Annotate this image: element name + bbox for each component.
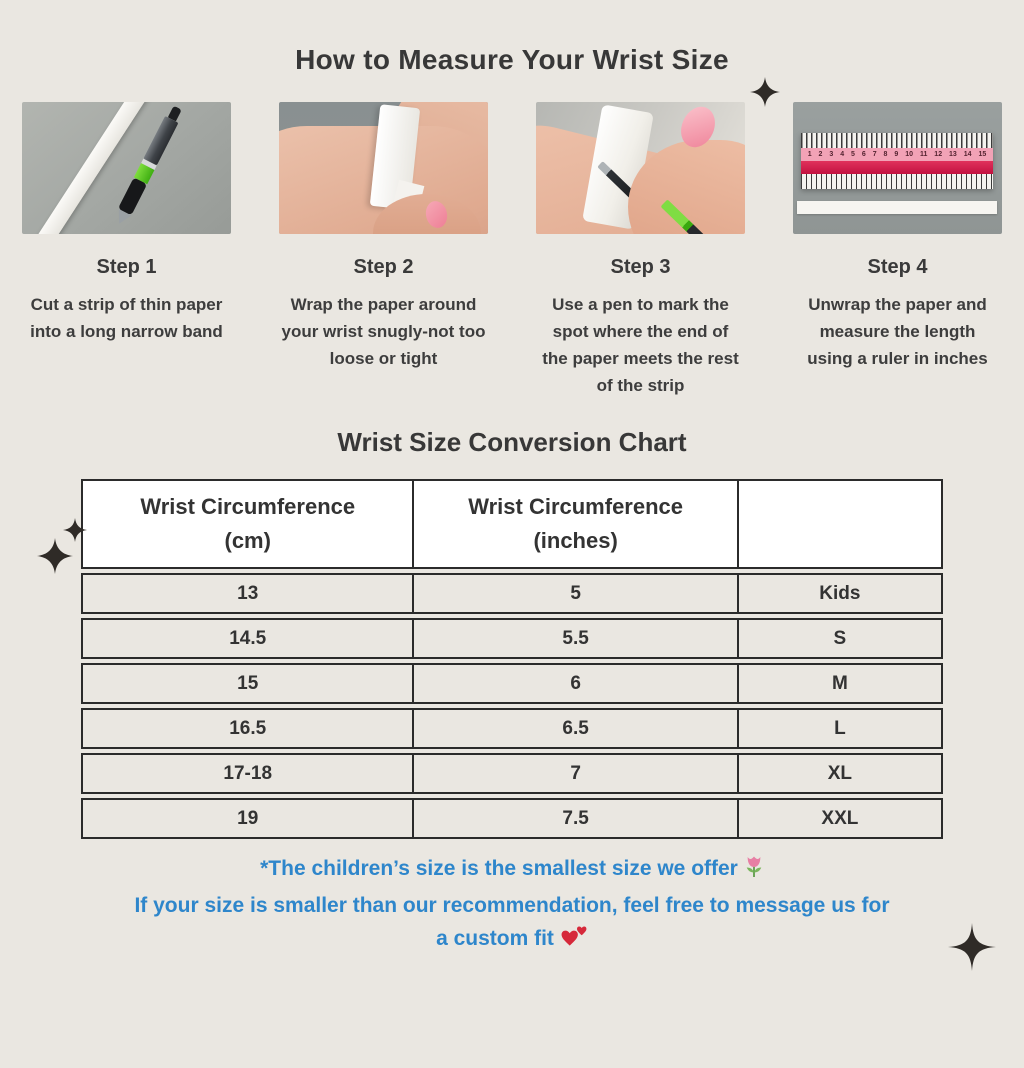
table-row-m [81,663,943,704]
ruler-ticks-bottom [801,174,993,189]
note-line-2 [0,889,1024,922]
step-3-photo-pen-marking-paper-on-wrist [536,102,745,234]
note-line-1-text: *The children’s size is the smallest size we offer [260,857,738,880]
table-row-kids [81,573,943,614]
section-sparkle-large-icon [37,538,73,574]
cell-size: S [737,620,941,657]
step-4-description: Unwrap the paper and measure the length using a ruler in inches [807,295,988,368]
wrist-size-table [81,479,943,839]
cell-cm: 19 [237,807,259,829]
cell-cm: 17-18 [223,762,273,784]
ruler-crimson-band [801,161,993,174]
cell-cm: 14.5 [229,627,267,649]
tulip-icon [744,855,764,889]
cell-inch: 7 [412,755,736,792]
step-4-label: Step 4 [867,256,928,278]
ruler-graphic [801,133,993,189]
cell-cm: 15 [237,672,259,694]
cell-size: XL [737,755,941,792]
steps-row [0,102,1024,399]
step-3-description: Use a pen to mark the spot where the end of the paper meets the rest of the strip [542,295,739,395]
cell-inch: 6 [412,665,736,702]
paper-strip-graphic [26,102,152,234]
step-1-photo-paper-strip-and-pencil [22,102,231,234]
note-line-3 [0,922,1024,959]
header-cm-line1: Wrist Circumference [140,494,356,519]
cell-size: L [737,710,941,747]
page-title: How to Measure Your Wrist Size [295,44,729,75]
two-hearts-icon [560,925,588,959]
ruler-numbers: 1 2 3 4 5 6 7 8 9 10 11 12 13 14 15 [801,148,993,161]
note-line-2-text: If your size is smaller than our recommendation, feel free to message us for [134,894,890,917]
paper-strip-graphic [797,201,997,214]
step-1-description: Cut a strip of thin paper into a long narrow band [30,295,223,341]
footer-note [0,852,1024,959]
table-row-l [81,708,943,749]
header-cm-line2: (cm) [224,528,271,553]
step-2-label: Step 2 [353,256,414,278]
header-cell-cm [83,481,412,567]
step-2 [279,102,488,399]
step-4-photo-ruler-measuring-paper-strip [793,102,1002,234]
cell-size: XXL [737,800,941,837]
cell-cm: 13 [237,582,259,604]
step-2-photo-paper-wrapped-around-wrist [279,102,488,234]
step-2-description: Wrap the paper around your wrist snugly-not too loose or tight [281,295,486,368]
step-1-label: Step 1 [96,256,157,278]
table-row-xxl [81,798,943,839]
cell-size: Kids [737,575,941,612]
cell-inch: 6.5 [412,710,736,747]
step-3-label: Step 3 [610,256,671,278]
conversion-chart-title: Wrist Size Conversion Chart [337,427,687,457]
cell-size: M [737,665,941,702]
header-inches-line2: (inches) [533,528,618,553]
cell-cm: 16.5 [229,717,267,739]
cell-inch: 5.5 [412,620,736,657]
cell-inch: 5 [412,575,736,612]
footer-sparkle-icon [948,923,996,971]
table-row-s [81,618,943,659]
header-inches-line1: Wrist Circumference [468,494,684,519]
ruler-ticks-top [801,133,993,148]
cell-inch: 7.5 [412,800,736,837]
step-1 [22,102,231,399]
step-4 [793,102,1002,399]
table-row-xl [81,753,943,794]
note-line-3-text: a custom fit [436,927,554,950]
header-cell-inches [412,481,736,567]
step-3 [536,102,745,399]
table-header-row [81,479,943,569]
title-sparkle-icon [750,77,780,107]
note-line-1 [0,852,1024,889]
header-cell-size-empty [737,481,941,567]
